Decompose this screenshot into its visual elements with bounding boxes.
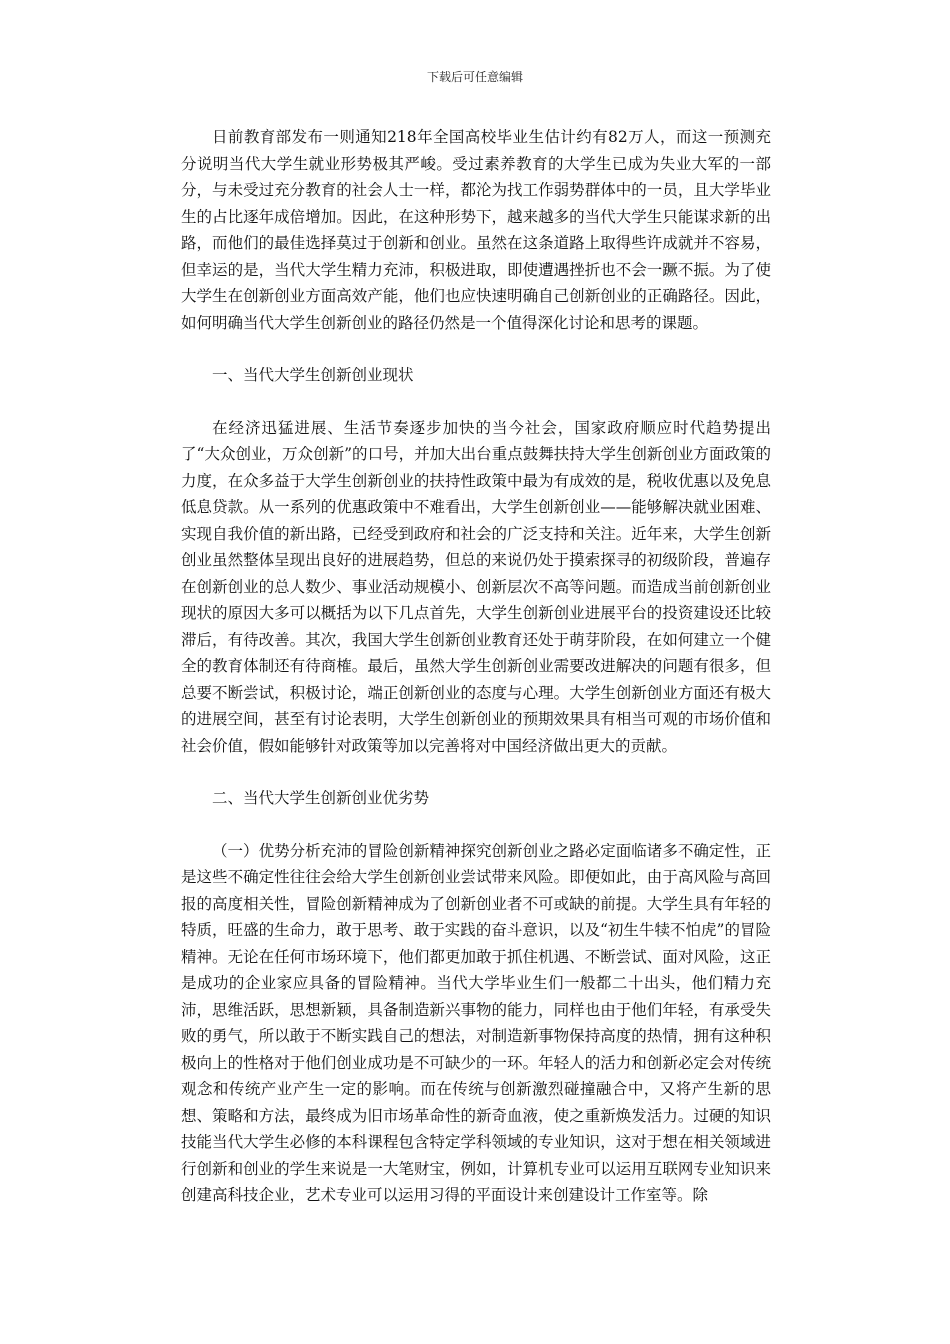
spacer [181, 759, 771, 785]
spacer [181, 336, 771, 362]
page-header: 下载后可任意编辑 [426, 70, 523, 84]
spacer [181, 812, 771, 838]
section-1-heading: 一、当代大学生创新创业现状 [212, 366, 414, 384]
spacer [181, 389, 771, 415]
section-2-heading: 二、当代大学生创新创业优劣势 [212, 789, 430, 807]
section-1-paragraph: 在经济迅猛进展、生活节奏逐步加快的当今社会，国家政府顺应时代趋势提出了“大众创业，万众创新”的口号，并加大出台重点鼓舞扶持大学生创新创业方面政策的力度，在众多益于大学生创新创业的扶持性政策中最为有成效的是，税收优惠以及免息低息贷款。从一系列的优惠政策中不难看出，大学生创新创业——能够解决就业困难、实现自我价值的新出路，已经受到政府和社会的广泛支持和关注。近年来，大学生创新创业虽然整体呈现出良好的进展趋势，但总的来说仍处于摸索探寻的初级阶段，普遍存在创新创业的总人数少、事业活动规模小、创新层次不高等问题。而造成当前创新创业现状的原因大多可以概括为以下几点首先，大学生创新创业进展平台的投资建设还比较滞后，有待改善。其次，我国大学生创新创业教育还处于萌芽阶段，在如何建立一个健全的教育体制还有待商榷。最后，虽然大学生创新创业需要改进解决的问题有很多，但总要不断尝试，积极讨论，端正创新创业的态度与心理。大学生创新创业方面还有极大的进展空间，甚至有讨论表明，大学生创新创业的预期效果具有相当可观的市场价值和社会价值，假如能够针对政策等加以完善将对中国经济做出更大的贡献。 [181, 418, 771, 755]
section-2-paragraph: （一）优势分析充沛的冒险创新精神探究创新创业之路必定面临诸多不确定性，正是这些不确定性往往会给大学生创新创业尝试带来风险。即便如此，由于高风险与高回报的高度相关性，冒险创新精神成为了创新创业者不可或缺的前提。大学生具有年轻的特质，旺盛的生命力，敢于思考、敢于实践的奋斗意识，以及“初生牛犊不怕虎”的冒险精神。无论在任何市场环境下，他们都更加敢于抓住机遇、不断尝试、面对风险，这正是成功的企业家应具备的冒险精神。当代大学毕业生们一般都二十出头，他们精力充沛，思维活跃，思想新颖，具备制造新兴事物的能力，同样也由于他们年轻，有承受失败的勇气，所以敢于不断实践自己的想法，对制造新事物保持高度的热情，拥有这种积极向上的性格对于他们创业成功是不可缺少的一环。年轻人的活力和创新必定会对传统观念和传统产业产生一定的影响。而在传统与创新激烈碰撞融合中，又将产生新的思想、策略和方法，最终成为旧市场革命性的新奇血液，使之重新焕发活力。过硬的知识技能当代大学生必修的本科课程包含特定学科领域的专业知识，这对于想在相关领域进行创新和创业的学生来说是一大笔财宝，例如，计算机专业可以运用互联网专业知识来创建高科技企业，艺术专业可以运用习得的平面设计来创建设计工作室等。除 [181, 841, 771, 1204]
document-body [181, 124, 771, 1209]
intro-paragraph: 日前教育部发布一则通知218年全国高校毕业生估计约有82万人，而这一预测充分说明当代大学生就业形势极其严峻。受过素养教育的大学生已成为失业大军的一部分，与未受过充分教育的社会人士一样，都沦为找工作弱势群体中的一员，且大学毕业生的占比逐年成倍增加。因此，在这种形势下，越来越多的当代大学生只能谋求新的出路，而他们的最佳选择莫过于创新和创业。虽然在这条道路上取得些许成就并不容易，但幸运的是，当代大学生精力充沛，积极进取，即使遭遇挫折也不会一蹶不振。为了使大学生在创新创业方面高效产能，他们也应快速明确自己创新创业的正确路径。因此，如何明确当代大学生创新创业的路径仍然是一个值得深化讨论和思考的课题。 [181, 128, 771, 332]
